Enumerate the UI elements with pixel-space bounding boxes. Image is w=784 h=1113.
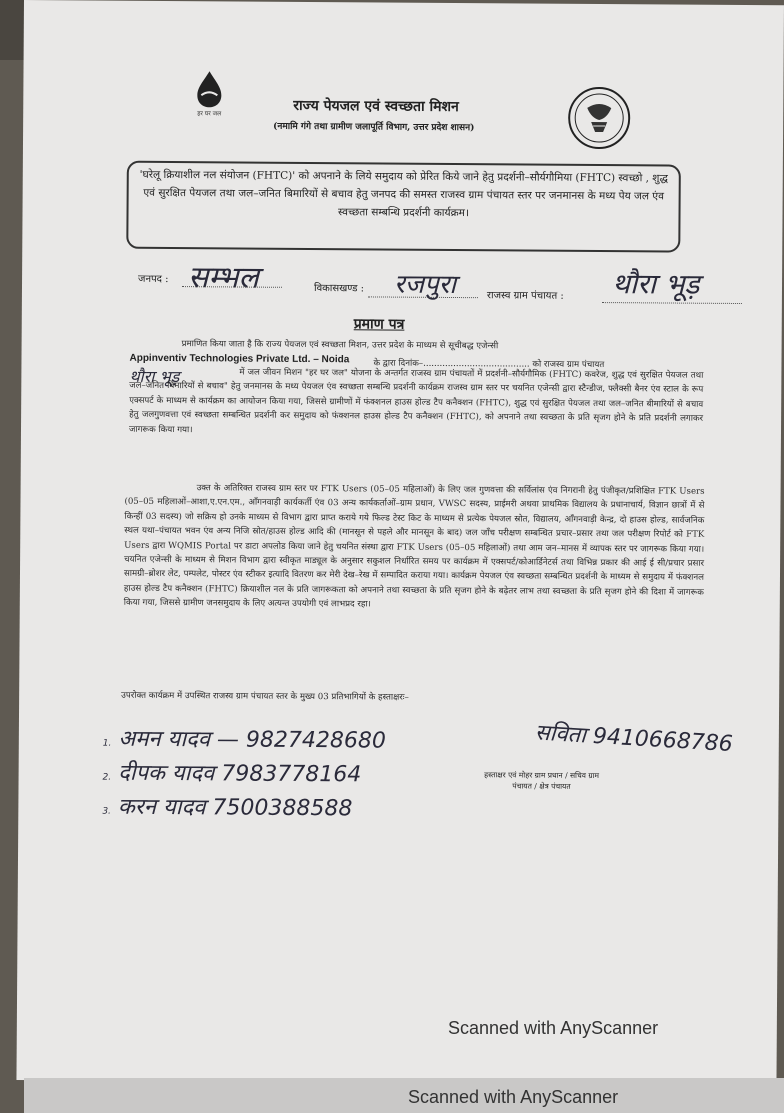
company-name: Appinventiv Technologies Private Ltd. – Noida: [129, 352, 350, 366]
attendee-number: 3.: [102, 806, 111, 817]
panchayat-line: [602, 302, 742, 304]
signature-handwriting: सविता 9410668786: [534, 720, 734, 758]
attendee-number: 1.: [102, 738, 112, 749]
panchayat-label: राजस्व ग्राम पंचायत :: [486, 290, 564, 302]
block-label: विकासखण्ड :: [313, 283, 365, 295]
signature-caption: हस्ताक्षर एवं मोहर ग्राम प्रधान / सचिव ग्राम पंचायत / क्षेत्र पंचायत: [484, 770, 600, 791]
bottom-strip: [24, 1078, 784, 1113]
attendee-row: [103, 757, 362, 789]
district-label: जनपद :: [138, 273, 169, 286]
mission-title: राज्य पेयजल एवं स्वच्छता मिशन: [293, 97, 459, 116]
mission-subtitle: (नमामि गंगे तथा ग्रामीण जलापूर्ति विभाग, उत्तर प्रदेश शासन): [273, 121, 475, 134]
attendee-entry: दीपक यादव 7983778164: [118, 760, 362, 788]
attendee-row: [102, 791, 352, 823]
para1-body: में जल जीवन मिशन "हर घर जल" योजना के अन्तर्गत राजस्व ग्राम पंचायतों में प्रदर्शनी–सौर्यगौमिक (FHTC) कवरेज, शुद्ध एवं सुरक्षित पेयजल तथा जल–जनित बिमारियों से बचाव" हेतु जनमानस के मध्य पेयजल एंव स्वच्छता सम्बन्धि प्रदर्शनी कार्यक्रम राजस्व ग्राम स्तर पर चयनित एजेन्सी द्वारा स्टैन्डीज, फ्लैक्सी बैनर एंव स्टाल के रूप एक्सपर्ट के माध्यम से कार्यक्रम का आयोजन किया गया, जिससे ग्रामीणों में फंक्शनल हाउस होल्ड टैप कनैक्शन (FHTC), शुद्ध एवं सुरक्षित पेयजल तथा जल–जनित बीमारियों से बचाव हेतु जलगुणवत्ता एवं स्वच्छता सम्बन्धित प्रदर्शनी कर समुदाय को फंक्शनल हाउस होल्ड टैप कनैक्शन (FHTC), को अपनाने तथा स्वच्छता के प्रति सृजग होने के प्रति प्रदर्शनी लगाकर जागरूक किया गया।: [128, 367, 704, 435]
attendees-intro: उपरोक्त कार्यक्रम में उपस्थित राजस्व ग्राम पंचायत स्तर के मुख्य 03 प्रतिभागियों के हस्ताक्षरः–: [121, 690, 409, 703]
scanner-watermark: Scanned with AnyScanner: [448, 1018, 659, 1038]
certificate-title: प्रमाण पत्र: [353, 316, 405, 333]
para1-start: प्रमाणित किया जाता है कि राज्य पेयजल एवं स्वच्छता मिशन, उत्तर प्रदेश के माध्यम से सूचीबद्ध एजेन्सी: [181, 339, 499, 352]
attendee-entry: अमन यादव — 9827428680: [118, 726, 387, 754]
district-value: सम्भल: [187, 260, 259, 296]
para1-date: के द्वारा दिनांक–....................................... को राजस्व ग्राम पंचायत: [373, 358, 605, 371]
program-banner: 'घरेलू क्रियाशील नल संयोजन (FHTC)' को अपनाने के लिये समुदाय को प्रेरित किये जाने हेतु प्रदर्शनी–सौर्यगौमिया (FHTC) स्वच्छो , शुद्ध एवं सुरक्षित पेयजल तथा जल–जनित बिमारियों से बचाव हेतु जनपद की समस्त राजस्व ग्राम पंचायत स्तर पर जनमानस के मध्य पेय जल एंव स्वच्छता सम्बन्धि प्रदर्शनी कार्यक्रम।: [126, 161, 681, 253]
attendee-number: 2.: [102, 772, 112, 783]
jal-jeevan-mission-logo: [183, 67, 243, 123]
logo-left-text: हर घर जल: [197, 110, 222, 118]
attendee-entry: करन यादव 7500388588: [117, 794, 353, 822]
panchayat-value: थौरा भूड़: [611, 267, 700, 301]
para1-village: थौरा भूड़: [129, 366, 180, 387]
up-government-emblem: [567, 86, 631, 150]
scanner-watermark-bottom: Scanned with AnyScanner: [408, 1087, 619, 1107]
block-value: रजपुरा: [393, 269, 457, 301]
background-edge: [0, 0, 26, 60]
para2-body: उक्त के अतिरिक्त राजस्व ग्राम स्तर पर FTK Users (05–05 महिलाओं) के लिए जल गुणवत्ता की सर्विलांस एंव निगरानी हेतु पंजीकृत/प्रशिक्षित FTK Users (05–05 महिलाओं–आशा,ए.एन.एम., आँगनवाड़ी कार्यकर्ती एंव 03 अन्य कार्यकर्ताओं–ग्राम प्रधान, VWSC सदस्य, प्राईमरी अथवा प्राथमिक विद्यालय के प्रधानाचार्य, विज्ञान छात्रों में से किन्हीं 03 सदस्य) जो सक्रिय हो उनके माध्यम से विभाग द्वारा प्राप्त कराये गये फिल्ड टेस्ट किट के माध्यम से प्रत्येक पेयजल स्रोत, विद्यालय, आँगनवाड़ी केन्द्र, दो हाउस होल्ड, सार्वजनिक स्थल यथा–पंचायत भवन एंव अन्य निजि स्रोत/हाउस होल्ड आदि की (मानसून से पहले और मानसून के बाद) जल जाँच परीक्षण सम्बन्धित प्रचार–प्रसार तथा जल परीक्षण रिपोर्ट को FTK Users द्वारा WQMIS Portal पर डाटा अपलोड किया जाने हेतु चयनित संस्था द्वारा FTK Users (05–05 महिलाओं) तथा आम जन–मानस में व्यापक स्तर पर जागरूक किया गया। चयनित एजेन्सी के माध्यम से मिशन विभाग द्वारा स्वीकृत माड्यूल के अनुसार सकुशल निर्धारित समय पर कार्यक्रम में एक्सपर्ट/कोआर्डिनेटर्स तथा विभिन्न प्रकार की आई ई सी/प्रचार प्रसार सामग्री–ब्रोशर लेट, पम्पलेट, पोस्टर एंव स्टीकर इत्यादि वितरण कर मेरी देख–रेख में सम्पादित कराया गया। कार्यक्रम पेयजल एंव स्वच्छता सम्बन्धित प्रदर्शनी के माध्यम से समुदाय में फंक्शनल हाउस होल्ड टैप कनैक्शन (FHTC) क्रियाशील नल के प्रति जागरूकता को अपनाने तथा स्वच्छता के प्रति सृजग होने के बढ़ेतर लाभ तथा स्वच्छता के प्रति सृजग होने की दिशा में जागरूक किया गया, जिससे ग्रामीण जनसमुदाय के लिए अत्यन्त उपयोगी एवं लाभप्रद रहा।: [123, 483, 705, 610]
attendee-row: [103, 723, 386, 755]
document-page: [16, 0, 784, 1085]
